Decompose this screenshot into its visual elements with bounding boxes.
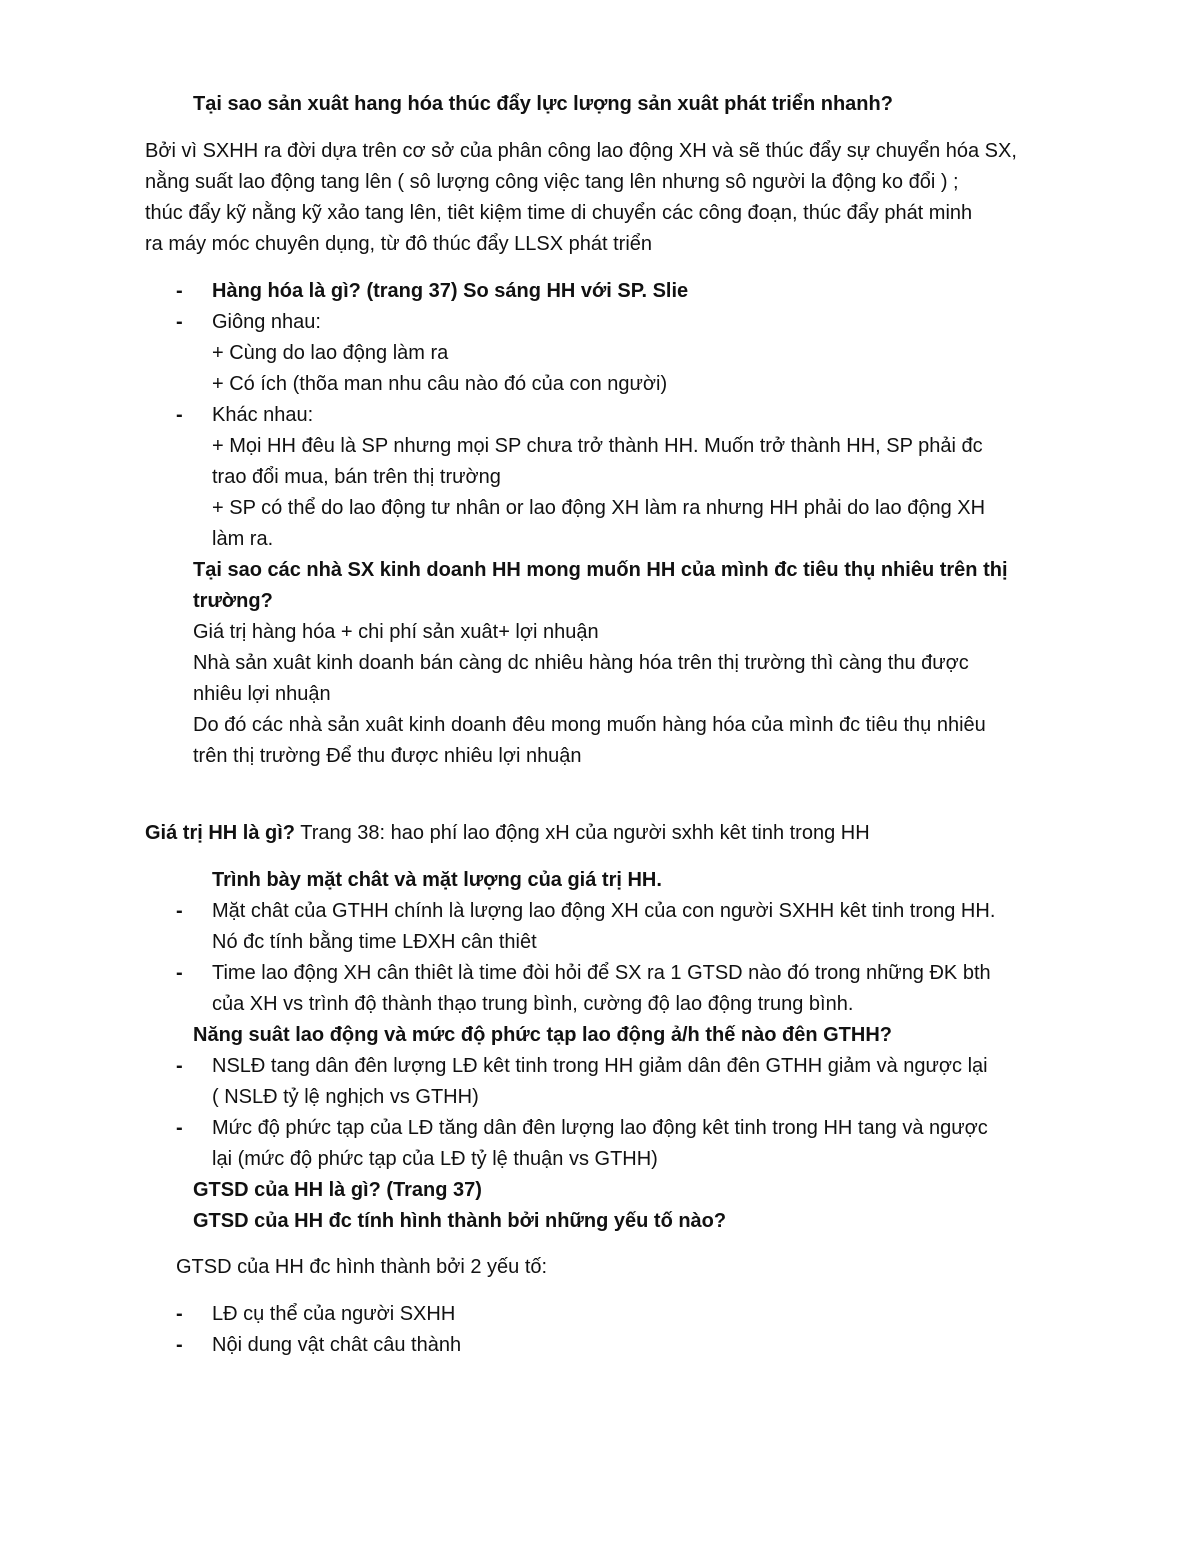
answer-5-line: Time lao động XH cân thiêt là time đòi hỏi để SX ra 1 GTSD nào đó trong những ĐK bth bbox=[212, 962, 991, 984]
similarities-label: Giông nhau: bbox=[212, 311, 321, 333]
question-6-heading: Năng suât lao động và mức độ phức tạp lao động ả/h thế nào đên GTHH? bbox=[193, 1024, 892, 1046]
list-dash: - bbox=[176, 311, 183, 333]
question-4-line bbox=[145, 823, 870, 843]
question-3-heading: trường? bbox=[193, 590, 273, 612]
answer-3-line: Giá trị hàng hóa + chi phí sản xuât+ lợi nhuận bbox=[193, 621, 599, 643]
question-7-heading: GTSD của HH là gì? (Trang 37) bbox=[193, 1179, 482, 1201]
question-4-heading: Giá trị HH là gì? bbox=[145, 822, 296, 844]
answer-3-line: nhiêu lợi nhuận bbox=[193, 683, 331, 705]
answer-3-line: Nhà sản xuât kinh doanh bán càng dc nhiêu hàng hóa trên thị trường thì càng thu được bbox=[193, 652, 969, 674]
question-5-heading: Trình bày mặt chât và mặt lượng của giá trị HH. bbox=[212, 869, 662, 891]
difference-item: trao đổi mua, bán trên thị trường bbox=[212, 466, 501, 488]
difference-item: + Mọi HH đêu là SP nhưng mọi SP chưa trở thành HH. Muốn trở thành HH, SP phải đc bbox=[212, 435, 983, 457]
answer-6-line: NSLĐ tang dân đên lượng LĐ kêt tinh trong HH giảm dân đên GTHH giảm và ngược lại bbox=[212, 1055, 988, 1077]
answer-5-line: Mặt chât của GTHH chính là lượng lao động XH của con người SXHH kêt tinh trong HH. bbox=[212, 900, 996, 922]
question-2-heading: Hàng hóa là gì? (trang 37) So sáng HH với SP. Slie bbox=[212, 280, 689, 302]
answer-8-intro: GTSD của HH đc hình thành bởi 2 yếu tố: bbox=[176, 1256, 548, 1278]
list-dash: - bbox=[176, 280, 183, 302]
question-3-heading: Tại sao các nhà SX kinh doanh HH mong muốn HH của mình đc tiêu thụ nhiêu trên thị bbox=[193, 559, 1008, 581]
answer-4-text: Trang 38: hao phí lao động xH của người sxhh kêt tinh trong HH bbox=[295, 822, 870, 844]
list-dash: - bbox=[176, 962, 183, 984]
similarity-item: + Có ích (thõa man nhu câu nào đó của con người) bbox=[212, 373, 668, 395]
answer-1-line: ra máy móc chuyên dụng, từ đô thúc đẩy LLSX phát triển bbox=[145, 233, 653, 255]
answer-6-line: ( NSLĐ tỷ lệ nghịch vs GTHH) bbox=[212, 1086, 479, 1108]
answer-1-line: thúc đẩy kỹ nằng kỹ xảo tang lên, tiêt kiệm time di chuyển các công đoạn, thúc đẩy phát minh bbox=[145, 202, 973, 224]
question-1-heading: Tại sao sản xuât hang hóa thúc đẩy lực lượng sản xuât phát triển nhanh? bbox=[193, 93, 893, 115]
answer-5-line: Nó đc tính bằng time LĐXH cân thiêt bbox=[212, 931, 537, 953]
list-dash: - bbox=[176, 900, 183, 922]
answer-6-line: lại (mức độ phức tạp của LĐ tỷ lệ thuận vs GTHH) bbox=[212, 1148, 658, 1170]
difference-item: làm ra. bbox=[212, 528, 274, 550]
answer-1-line: Bởi vì SXHH ra đời dựa trên cơ sở của phân công lao động XH và sẽ thúc đẩy sự chuyển hóa SX, bbox=[145, 140, 1017, 162]
answer-3-line: Do đó các nhà sản xuât kinh doanh đêu mong muốn hàng hóa của mình đc tiêu thụ nhiêu bbox=[193, 714, 986, 736]
answer-6-line: Mức độ phức tạp của LĐ tăng dân đên lượng lao động kêt tinh trong HH tang và ngược bbox=[212, 1117, 988, 1139]
list-dash: - bbox=[176, 404, 183, 426]
answer-8-item: Nội dung vật chât câu thành bbox=[212, 1334, 462, 1356]
list-dash: - bbox=[176, 1117, 183, 1139]
similarity-item: + Cùng do lao động làm ra bbox=[212, 342, 449, 364]
answer-5-line: của XH vs trình độ thành thạo trung bình, cường độ lao động trung bình. bbox=[212, 993, 854, 1015]
difference-item: + SP có thể do lao động tư nhân or lao động XH làm ra nhưng HH phải do lao động XH bbox=[212, 497, 986, 519]
list-dash: - bbox=[176, 1303, 183, 1325]
answer-1-line: nằng suất lao động tang lên ( sô lượng công việc tang lên nhưng sô người la động ko đổi ) ; bbox=[145, 171, 959, 193]
list-dash: - bbox=[176, 1334, 183, 1356]
list-dash: - bbox=[176, 1055, 183, 1077]
differences-label: Khác nhau: bbox=[212, 404, 314, 426]
question-8-heading: GTSD của HH đc tính hình thành bởi những yếu tố nào? bbox=[193, 1210, 727, 1232]
answer-3-line: trên thị trường Để thu được nhiêu lợi nhuận bbox=[193, 745, 582, 767]
answer-8-item: LĐ cụ thể của người SXHH bbox=[212, 1303, 456, 1325]
